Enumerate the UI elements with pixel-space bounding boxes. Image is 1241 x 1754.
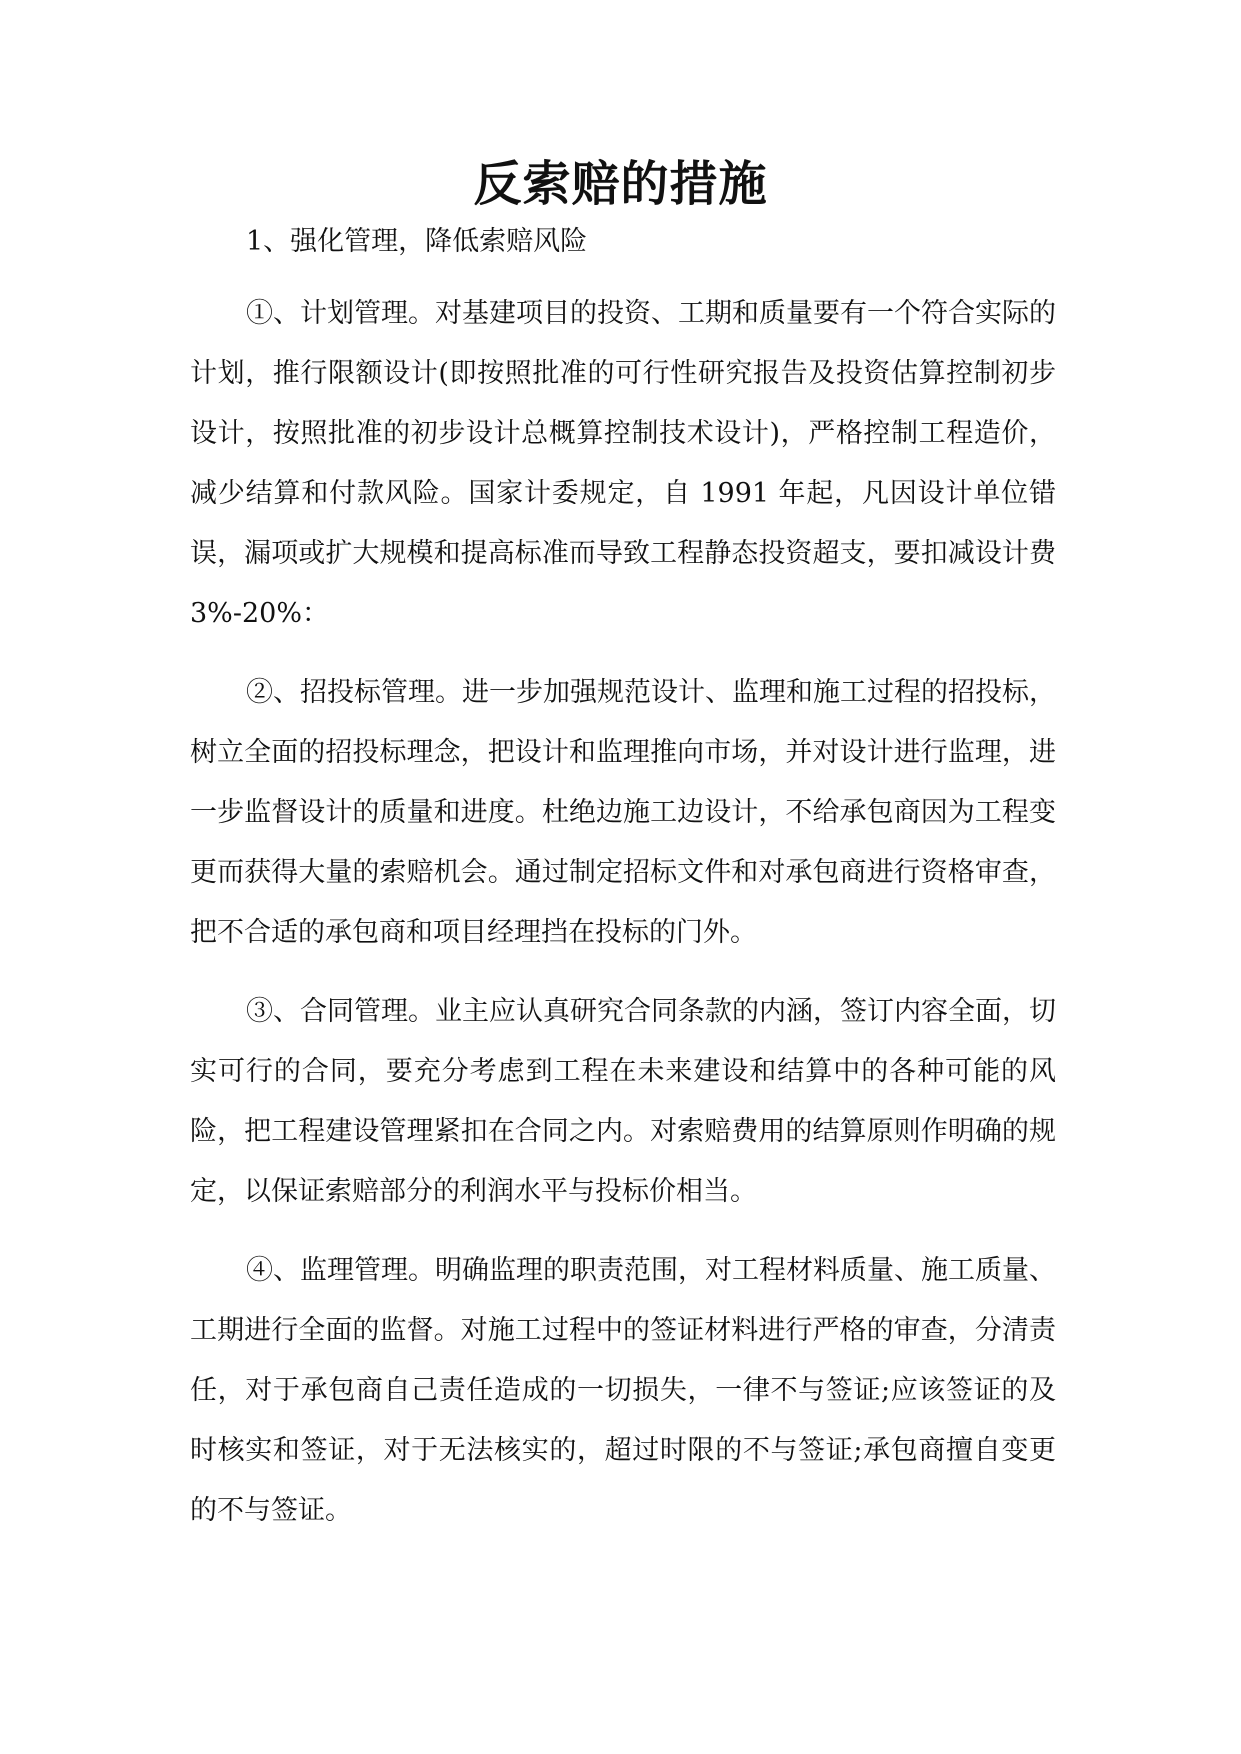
document-title: 反索赔的措施 (473, 156, 768, 212)
paragraph-supervision-management: ④、监理管理。明确监理的职责范围，对工程材料质量、施工质量、工期进行全面的监督。对施工过程中的签证材料进行严格的审查，分清责任，对于承包商自己责任造成的一切损失，一律不与签证;应该签证的及时核实和签证，对于无法核实的，超过时限的不与签证;承包商擅自变更的不与签证。 (190, 1255, 1056, 1526)
paragraph-bidding-management: ②、招投标管理。进一步加强规范设计、监理和施工过程的招投标，树立全面的招投标理念，把设计和监理推向市场，并对设计进行监理，进一步监督设计的质量和进度。杜绝边施工边设计，不给承包商因为工程变更而获得大量的索赔机会。通过制定招标文件和对承包商进行资格审查，把不合适的承包商和项目经理挡在投标的门外。 (190, 677, 1056, 948)
paragraph-plan-management: ①、计划管理。对基建项目的投资、工期和质量要有一个符合实际的计划，推行限额设计(即按照批准的可行性研究报告及投资估算控制初步设计，按照批准的初步设计总概算控制技术设计)，严格控制工程造价，减少结算和付款风险。国家计委规定，自 1991 年起，凡因设计单位错误，漏项或扩大规模和提高标准而导致工程静态投资超支，要扣减设计费 3%-20%： (190, 298, 1056, 629)
paragraph-contract-management: ③、合同管理。业主应认真研究合同条款的内涵，签订内容全面，切实可行的合同，要充分考虑到工程在未来建设和结算中的各种可能的风险，把工程建设管理紧扣在合同之内。对索赔费用的结算原则作明确的规定，以保证索赔部分的利润水平与投标价相当。 (190, 996, 1056, 1207)
section-heading: 1、强化管理，降低索赔风险 (246, 226, 588, 257)
document-body (190, 222, 1056, 1560)
